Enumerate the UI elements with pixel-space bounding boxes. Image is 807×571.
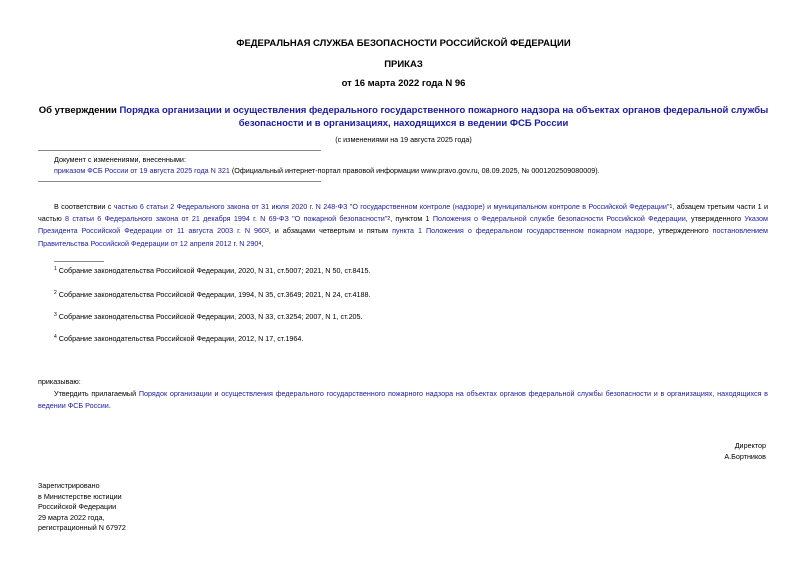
footnote-text: Собрание законодательства Российской Федерации, 2012, N 17, ст.1964. — [58, 334, 304, 343]
title-prefix: Об утверждении — [38, 105, 120, 116]
footnote-4 — [54, 334, 303, 343]
registration-block — [38, 481, 126, 534]
registration-line-4: 29 марта 2022 года, — [38, 512, 105, 522]
preamble-text-7: , — [261, 238, 264, 248]
preamble-text-6: , утвержденного — [652, 226, 713, 236]
footnote-mark: 2 — [54, 290, 57, 296]
changes-source: (Официальный интернет-портал правовой информации www.pravo.gov.ru, 08.09.2025, № 0001202509080009). — [229, 166, 600, 175]
orders-word: приказываю: — [38, 377, 81, 386]
footnote-3 — [54, 312, 363, 321]
link-law-69fz[interactable]: 8 статьи 6 Федерального закона от 21 декабря 1994 г. N 69-ФЗ "О пожарной безопасности" — [65, 214, 388, 224]
title-link-part1[interactable]: Порядка организации и осуществления федерального государственного пожарного надзора на объектах органов федеральной службы — [119, 105, 769, 116]
changes-label: Документ с изменениями, внесенными: — [54, 155, 186, 164]
order-text-1: Утвердить прилагаемый — [54, 389, 139, 398]
signature-position: Директор — [734, 441, 766, 450]
footnote-text: Собрание законодательства Российской Федерации, 2003, N 33, ст.3254; 2007, N 1, ст.205. — [58, 312, 363, 321]
doc-type-heading: ПРИКАЗ — [384, 59, 423, 70]
footnote-ref-1[interactable]: 1 — [669, 204, 673, 210]
order-paragraph — [38, 388, 768, 411]
link-law-248fz[interactable]: частью 6 статьи 2 Федерального закона от 31 июля 2020 г. N 248-ФЗ "О государственном контроле (надзоре) и муниципальном контроле в Российской Федерации" — [113, 202, 670, 211]
footnote-mark: 1 — [54, 266, 57, 272]
divider-bottom — [38, 181, 321, 182]
preamble-text-3: , пунктом 1 — [390, 214, 433, 224]
date-number-heading: от 16 марта 2022 года N 96 — [341, 78, 466, 89]
registration-line-1: Зарегистрировано — [38, 481, 100, 490]
amendment-note: (с изменениями на 19 августа 2025 года) — [335, 135, 472, 144]
preamble-text-5: , и абзацами четвертым и пятым — [268, 226, 393, 236]
footnote-ref-4[interactable]: 4 — [258, 240, 262, 247]
title-link-part2[interactable]: безопасности и в организациях, находящихся в ведении ФСБ России — [238, 118, 569, 129]
footnote-divider — [54, 261, 104, 262]
changes-order-link[interactable]: приказом ФСБ России от 19 августа 2025 года N 321 — [54, 166, 230, 175]
registration-line-3: Российской Федерации — [38, 502, 117, 511]
link-resolution-290[interactable]: постановлением Правительства Российской Федерации от 12 апреля 2012 г. N 290 — [38, 226, 768, 248]
preamble-text-1: В соответствии с — [54, 202, 114, 211]
link-procedure[interactable]: Порядок организации и осуществления федерального государственного пожарного надзора на объектах органов федеральной службы безопасности и в организациях, находящихся в ведении ФСБ России — [38, 389, 768, 410]
agency-heading: ФЕДЕРАЛЬНАЯ СЛУЖБА БЕЗОПАСНОСТИ РОССИЙСКОЙ ФЕДЕРАЦИИ — [236, 38, 571, 49]
footnote-ref-2[interactable]: 2 — [387, 216, 391, 223]
document-title — [0, 104, 807, 130]
registration-line-2: в Министерстве юстиции — [38, 491, 122, 501]
link-fsb-regulation[interactable]: Положения о Федеральной службе безопасности Российской Федерации — [432, 214, 686, 224]
preamble-paragraph — [38, 201, 768, 250]
footnote-mark: 4 — [54, 334, 57, 340]
preamble-text-2: , абзацем третьим части 1 и частью — [38, 202, 768, 224]
order-text-2: . — [108, 400, 111, 410]
footnote-ref-3[interactable]: 3 — [266, 228, 269, 235]
changes-line — [54, 165, 600, 176]
preamble-text-4: , утвержденного — [685, 214, 745, 224]
registration-line-5: регистрационный N 67972 — [38, 523, 126, 532]
footnote-2 — [54, 290, 371, 299]
link-decree-960[interactable]: Указом Президента Российской Федерации от 11 августа 2003 г. N 960 — [38, 214, 768, 236]
link-fire-supervision-regulation[interactable]: пункта 1 Положения о федеральном государственном пожарном надзоре — [392, 226, 653, 236]
footnote-text: Собрание законодательства Российской Федерации, 2020, N 31, ст.5007; 2021, N 50, ст.8415. — [58, 266, 371, 275]
divider-top — [38, 150, 321, 151]
footnote-1 — [54, 266, 371, 275]
footnote-text: Собрание законодательства Российской Федерации, 1994, N 35, ст.3649; 2021, N 24, ст.4188. — [58, 290, 371, 299]
signature-block — [724, 440, 766, 462]
footnote-mark: 3 — [54, 312, 57, 318]
signature-name: А.Бортников — [724, 452, 766, 461]
